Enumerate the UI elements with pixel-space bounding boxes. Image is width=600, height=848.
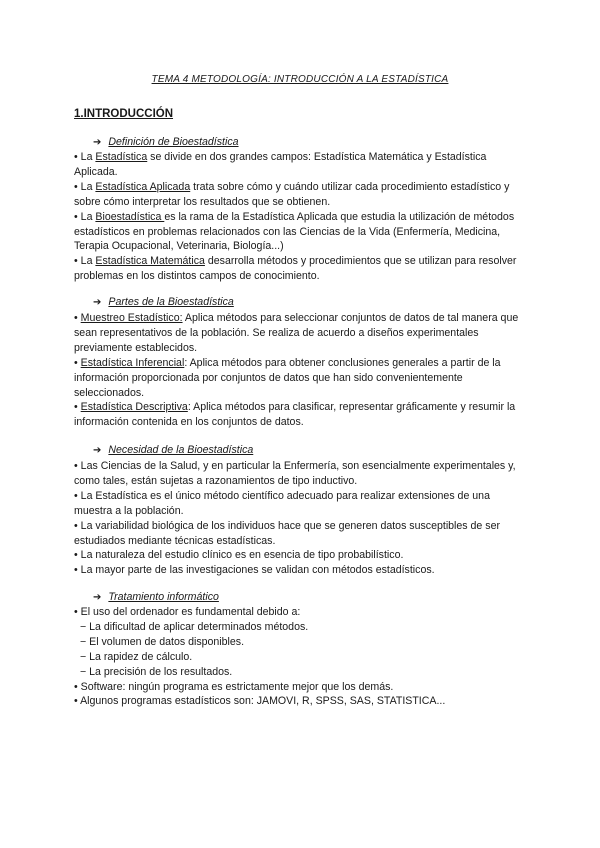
- list-item: • La Bioestadística es la rama de la Estadística Aplicada que estudia la utilización de métodos estadísticos en problemas relacionados con las Ciencias de la Vida (Enfermería, Medicina, Terapia Ocupacional, Veterinaria, Biología...): [74, 210, 515, 253]
- subheading-tratamiento: ➔ Tratamiento informático: [93, 591, 219, 603]
- list-item: • La Estadística Matemática desarrolla métodos y procedimientos que se utilizan para resolver problemas en los distintos campos de conocimiento.: [74, 255, 517, 283]
- arrow-right-icon: ➔: [93, 136, 102, 148]
- section-heading: 1.INTRODUCCIÓN: [74, 108, 174, 120]
- list-item: • La variabilidad biológica de los individuos hace que se generen datos susceptibles de ser estudiados mediante técnicas estadísticas.: [74, 519, 500, 547]
- list-item: • Muestreo Estadístico: Aplica métodos para seleccionar conjuntos de datos de tal manera que sean representativos de la población. Se realiza de acuerdo a diseños experimentales previamente establecidos.: [74, 312, 519, 354]
- arrow-right-icon: ➔: [93, 444, 102, 456]
- list-item: • La Estadística se divide en dos grandes campos: Estadística Matemática y Estadística Aplicada.: [74, 151, 487, 178]
- list-item: • Estadística Descriptiva: Aplica métodos para clasificar, representar gráficamente y resumir la información contenida en los conjuntos de datos.: [74, 401, 516, 429]
- list-item: • La Estadística es el único método científico adecuado para realizar extensiones de una muestra a la población.: [74, 489, 490, 517]
- partes-list: [74, 311, 530, 430]
- dash-item: − La precisión de los resultados.: [80, 665, 233, 678]
- arrow-right-icon: ➔: [93, 296, 102, 308]
- necesidad-list: [74, 459, 530, 578]
- dash-item: − La dificultad de aplicar determinados métodos.: [80, 620, 309, 633]
- list-item: • La Estadística Aplicada trata sobre cómo y cuándo utilizar cada procedimiento estadístico y sobre cómo interpretar los resultados que se obtienen.: [74, 180, 510, 208]
- dash-item: − La rapidez de cálculo.: [80, 650, 193, 663]
- list-item: • La naturaleza del estudio clínico es en esencia de tipo probabilístico.: [74, 549, 404, 562]
- subheading-definicion: ➔ Definición de Bioestadística: [93, 136, 239, 148]
- definicion-list: [74, 150, 530, 284]
- subheading-necesidad: ➔ Necesidad de la Bioestadística: [93, 444, 254, 456]
- list-item: • La mayor parte de las investigaciones se validan con métodos estadísticos.: [74, 564, 435, 577]
- subheading-partes: ➔ Partes de la Bioestadística: [93, 296, 234, 308]
- list-item: • Estadística Inferencial: Aplica métodos para obtener conclusiones generales a partir de la información proporcionada por conjuntos de datos que han sido convenientemente seleccionados.: [74, 356, 501, 399]
- list-item: • Software: ningún programa es estrictamente mejor que los demás.: [74, 680, 394, 693]
- dash-item: − El volumen de datos disponibles.: [80, 635, 245, 648]
- arrow-right-icon: ➔: [93, 591, 102, 603]
- document-title: TEMA 4 METODOLOGÍA: INTRODUCCIÓN A LA ESTADÍSTICA: [151, 74, 449, 85]
- list-item: • Las Ciencias de la Salud, y en particular la Enfermería, son esencialmente experimentales y, como tales, están sujetas a razonamientos de tipo inductivo.: [74, 460, 516, 487]
- list-item: • El uso del ordenador es fundamental debido a:: [74, 606, 301, 618]
- list-item: • Algunos programas estadísticos son: JAMOVI, R, SPSS, SAS, STATISTICA...: [74, 695, 446, 708]
- tratamiento-list: [74, 605, 530, 709]
